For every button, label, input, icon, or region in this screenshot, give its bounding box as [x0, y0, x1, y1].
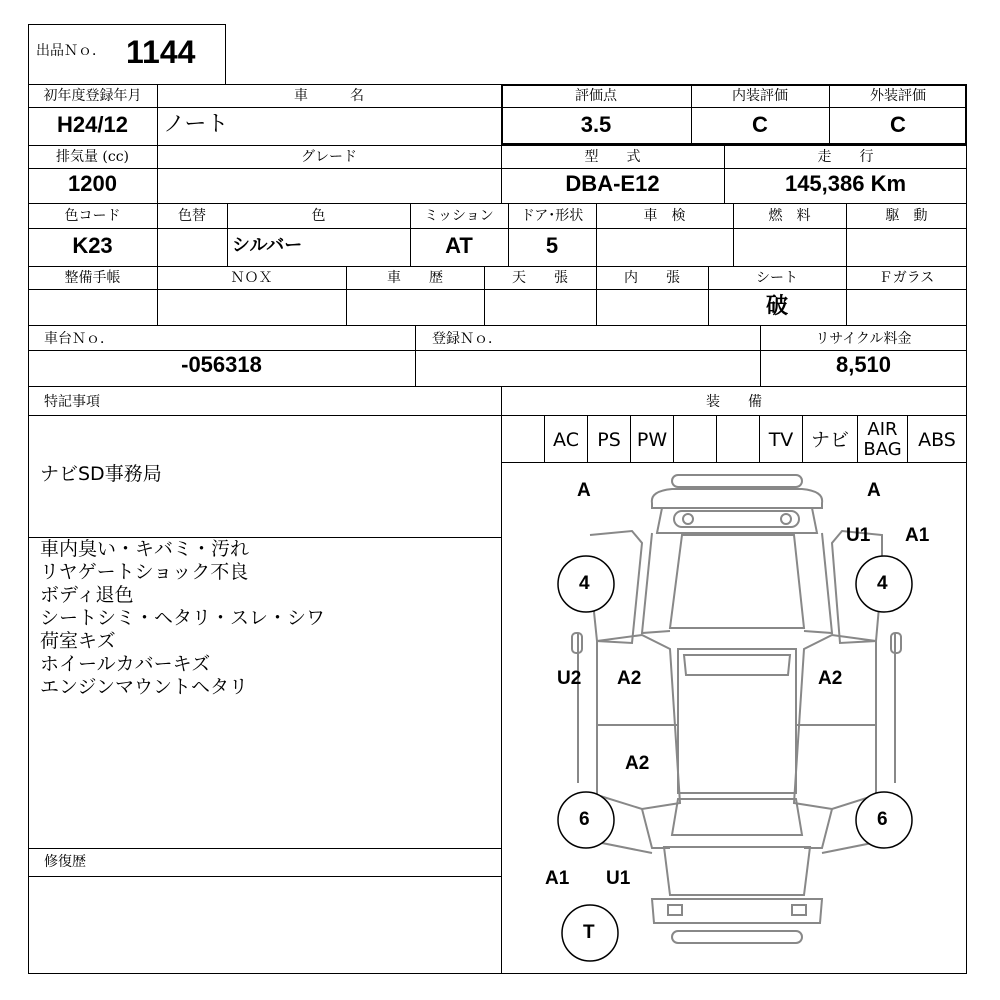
mileage-value: 145,386 Km	[784, 171, 907, 196]
equipment-item	[502, 418, 544, 462]
inspection-label: 車 検	[643, 208, 686, 224]
remarks-top-text: ナビSD事務局	[40, 463, 162, 485]
remark-line: シートシミ・ヘタリ・スレ・シワ	[40, 607, 326, 629]
interior-label: 内装評価	[732, 88, 788, 104]
tire-rear-left-value: 6	[579, 809, 590, 830]
drive-label: 駆 動	[885, 208, 928, 224]
damage-front-right: A	[867, 480, 881, 501]
spare-tire-value: T	[583, 922, 595, 943]
color-value: シルバー	[232, 235, 303, 256]
recycle-value: 8,510	[835, 352, 892, 377]
equipment-item: ABS	[918, 429, 956, 451]
equipment-item: TV	[768, 429, 794, 451]
reg-no-label: 登録Ｎｏ．	[432, 331, 502, 347]
car-damage-diagram	[502, 463, 966, 973]
damage-left-side-1: U2	[557, 668, 582, 689]
remarks-label: 特記事項	[44, 394, 100, 410]
damage-left-side-2: A2	[617, 668, 642, 689]
color-code-label: 色コード	[64, 208, 121, 224]
transmission-value: AT	[445, 233, 473, 258]
doors-value: 5	[545, 233, 559, 258]
lot-label: 出品Ｎｏ．	[36, 43, 106, 59]
lot-number: 1144	[126, 34, 196, 70]
damage-front-left: A	[577, 480, 591, 501]
tire-front-right-value: 4	[877, 573, 888, 594]
damage-right-side: A2	[818, 668, 843, 689]
equipment-item: ナビ	[810, 429, 849, 451]
seat-value: 破	[765, 294, 788, 319]
damage-rear-left-1: A1	[545, 868, 570, 889]
remarks-list	[40, 538, 325, 699]
remark-line: リヤゲートショック不良	[40, 561, 249, 583]
chassis-label: 車台Ｎｏ．	[44, 331, 114, 347]
damage-right-front-2: A1	[905, 525, 930, 546]
equipment-item: PS	[597, 429, 621, 451]
transmission-label: ミッション	[424, 208, 494, 224]
equipment-item	[717, 418, 759, 462]
doors-label: ドア･形状	[520, 208, 584, 224]
fuel-label: 燃 料	[768, 208, 811, 224]
fglass-label: Ｆガラス	[878, 270, 935, 286]
grade-label: グレード	[301, 149, 357, 165]
model-value: DBA-E12	[565, 171, 660, 196]
nox-label: ＮＯＸ	[230, 270, 273, 286]
first-reg-label: 初年度登録年月	[43, 88, 142, 104]
maintenance-label: 整備手帳	[64, 270, 121, 286]
interior-value: C	[752, 112, 768, 137]
equipment-item: PW	[636, 429, 668, 451]
recycle-label: リサイクル料金	[815, 331, 912, 347]
chassis-value: -056318	[181, 352, 262, 377]
first-reg-value: H24/12	[57, 112, 128, 137]
color-code-value: K23	[72, 233, 113, 258]
damage-rear-left-2: U1	[606, 868, 631, 889]
seat-label: シート	[756, 270, 798, 286]
mileage-label: 走 行	[817, 149, 874, 165]
tire-front-left-value: 4	[579, 573, 590, 594]
history-label: 車 歴	[387, 270, 443, 286]
equipment-label: 装 備	[706, 394, 762, 410]
equipment-item	[674, 418, 716, 462]
equipment-item: AC	[553, 429, 579, 451]
damage-rear-center: A2	[625, 753, 650, 774]
damage-right-front-1: U1	[846, 525, 871, 546]
score-value: 3.5	[580, 112, 612, 137]
color-change-label: 色替	[178, 208, 206, 224]
score-label: 評価点	[575, 88, 617, 104]
remark-line: ボディ退色	[40, 584, 134, 606]
color-label: 色	[311, 208, 326, 224]
displacement-value: 1200	[68, 171, 117, 196]
roof-label: 天 張	[512, 270, 568, 286]
tire-rear-right-value: 6	[877, 809, 888, 830]
remark-line: エンジンマウントヘタリ	[40, 676, 249, 698]
equipment-item: AIR BAG	[863, 419, 902, 460]
interior-trim-label: 内 張	[624, 270, 680, 286]
model-label: 型 式	[584, 149, 641, 165]
remark-line: ホイールカバーキズ	[40, 653, 211, 675]
remark-line: 荷室キズ	[40, 630, 116, 652]
car-name-value: ノート	[163, 112, 229, 137]
exterior-value: C	[890, 112, 906, 137]
remark-line: 車内臭い・キバミ・汚れ	[40, 538, 250, 560]
exterior-label: 外装評価	[870, 88, 926, 104]
repair-label: 修復歴	[44, 854, 86, 870]
displacement-label: 排気量 (cc)	[55, 149, 130, 165]
car-name-label: 車 名	[294, 88, 364, 104]
